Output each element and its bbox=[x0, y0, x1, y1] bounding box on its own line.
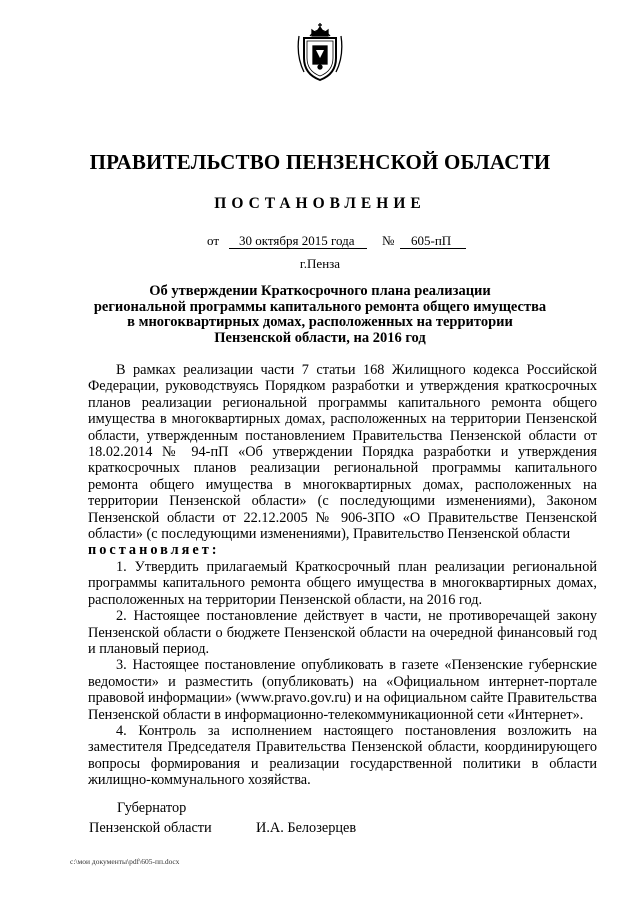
item-paragraph: 4. Контроль за исполнением настоящего постановления возложить на заместителя Председателя Правительства Пензенской области, координирующего вопросы формирования и реализации государственной политики в области жилищно-коммунального хозяйства. bbox=[88, 722, 597, 789]
title-line: Об утверждении Краткосрочного плана реализации bbox=[149, 283, 491, 299]
date-prefix: от bbox=[207, 233, 220, 248]
document-title bbox=[0, 284, 640, 346]
preamble-paragraph: В рамках реализации части 7 статьи 168 Жилищного кодекса Российской Федерации, руководствуясь Порядком разработки и утверждения краткосрочных планов реализации региональной программы капитального ремонта общего имущества в многоквартирных домах, расположенных на территории Пензенской области, утвержденным постановлением Правительства Пензенской области от 18.02.2014 № 94-пП «Об утверждении Порядка разработки и утверждения краткосрочных планов реализации региональной программы капитального ремонта общего имущества в многоквартирных домах, расположенных на территории Пензенской области» (с последующими изменениями), Законом Пензенской области от 22.12.2005 № 906-ЗПО «О Правительстве Пензенской области» (с последующими изменениями), Правительство Пензенской области bbox=[88, 362, 597, 543]
signature-position-line1: Губернатор bbox=[117, 800, 187, 816]
title-line: Пензенской области, на 2016 год bbox=[214, 329, 426, 346]
city: г.Пенза bbox=[299, 256, 341, 271]
document-number: 605-пП bbox=[411, 233, 452, 248]
title-line: в многоквартирных домах, расположенных на территории bbox=[127, 314, 513, 330]
item-paragraph: 1. Утвердить прилагаемый Краткосрочный план реализации региональной программы капитального ремонта общего имущества в многоквартирных домах, расположенных на территории Пензенской области, на 2016 год. bbox=[88, 558, 597, 608]
coat-of-arms-emblem bbox=[296, 22, 344, 84]
item-paragraph: 2. Настоящее постановление действует в части, не противоречащей закону Пензенской области о бюджете Пензенской области на очередной финансовый год и плановый период. bbox=[88, 608, 597, 657]
item-paragraph: 3. Настоящее постановление опубликовать в газете «Пензенские губернские ведомости» и разместить (опубликовать) на «Официальном интернет-портале правовой информации» (www.pravo.gov.ru) и на официальном сайте Правительства Пензенской области в информационно-телекоммуникационной сети «Интернет». bbox=[88, 657, 597, 723]
signatory-name: И.А. Белозерцев bbox=[256, 820, 357, 836]
document-body bbox=[88, 362, 597, 789]
document-type: ПОСТАНОВЛЕНИЕ bbox=[214, 195, 426, 212]
document-date: 30 октября 2015 года bbox=[239, 233, 355, 248]
file-path-footer: c:\мои документы\pdf\605-пп.docx bbox=[70, 857, 180, 866]
resolves-word: постановляет: bbox=[88, 542, 220, 559]
number-prefix: № bbox=[382, 233, 395, 248]
government-title: ПРАВИТЕЛЬСТВО ПЕНЗЕНСКОЙ ОБЛАСТИ bbox=[89, 150, 551, 174]
title-line: региональной программы капитального ремонта общего имущества bbox=[93, 298, 547, 315]
signature-position-line2: Пензенской области bbox=[89, 820, 212, 836]
